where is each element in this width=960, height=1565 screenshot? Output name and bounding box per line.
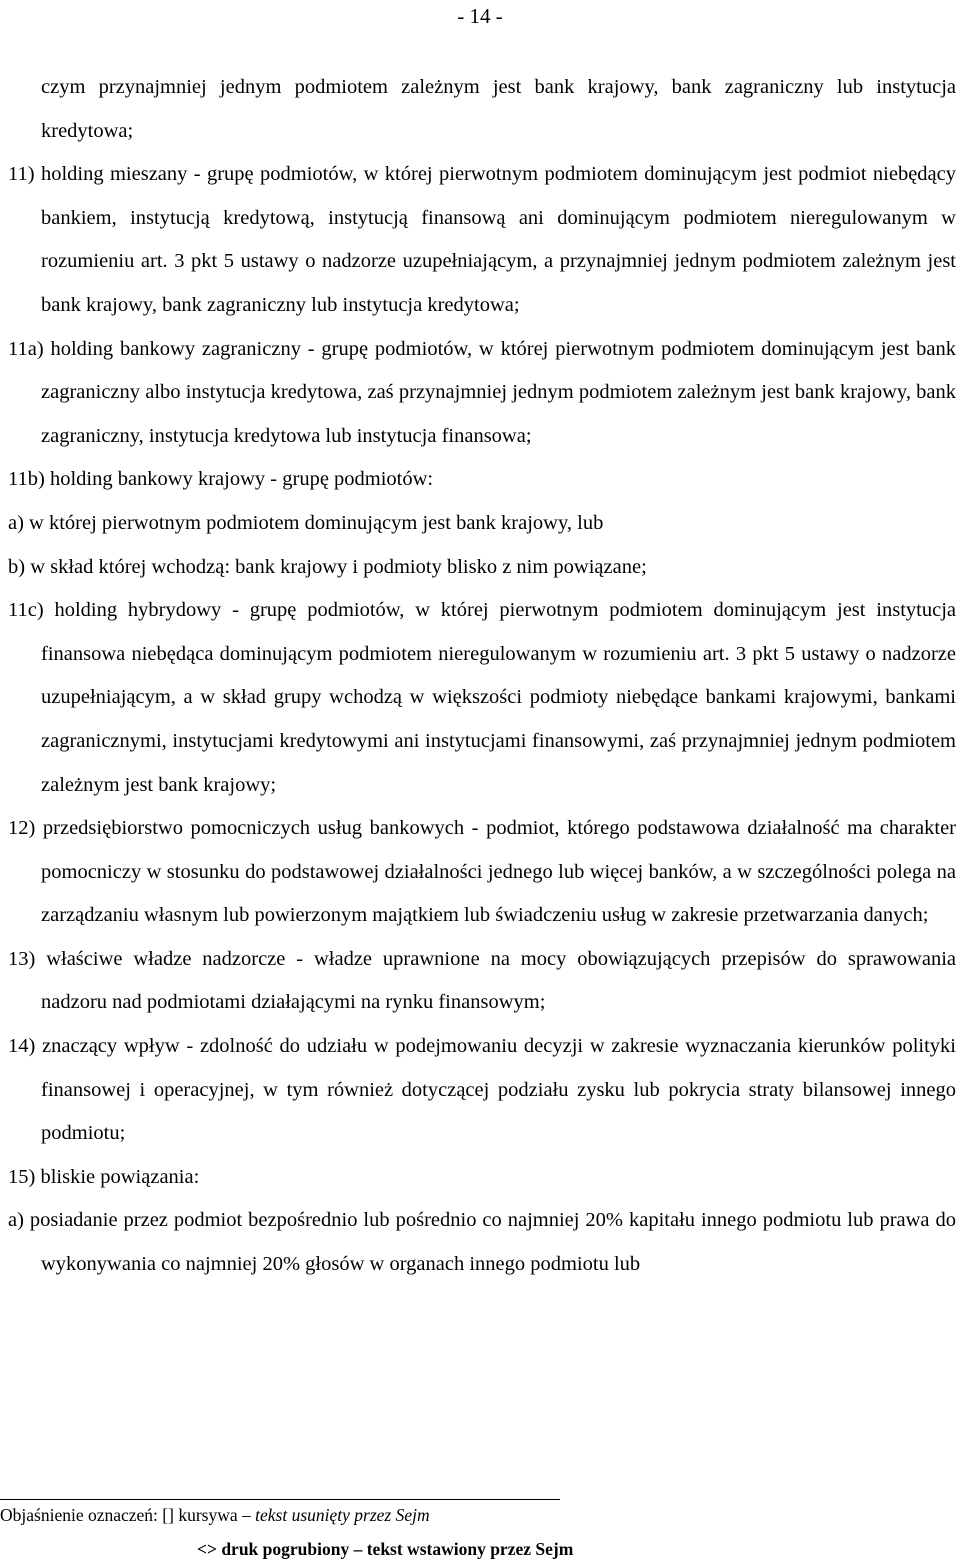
page-number: - 14 -: [457, 4, 503, 28]
footer-divider: [0, 1499, 560, 1500]
definition-13: 13) właściwe władze nadzorcze - władze uprawnione na mocy obowiązujących przepisów do sprawowania nadzoru nad podmiotami działającymi na rynku finansowym;: [8, 947, 956, 1014]
definition-15: 15) bliskie powiązania:: [8, 1165, 200, 1188]
definition-15-point-a: a) posiadanie przez podmiot bezpośrednio lub pośrednio co najmniej 20% kapitału innego podmiotu lub prawa do wykonywania co najmniej 20% głosów w organach innego podmiotu lub: [8, 1209, 956, 1276]
definition-11b: 11b) holding bankowy krajowy - grupę podmiotów:: [8, 468, 434, 491]
footer-legend-italic-marker: [] kursywa –: [162, 1505, 256, 1525]
definition-11: 11) holding mieszany - grupę podmiotów, w której pierwotnym podmiotem dominującym jest podmiot niebędący bankiem, instytucją kredytową, instytucją finansową ani dominującym podmiotem nieregulowanym w rozumieniu art. 3 pkt 5 ustawy o nadzorze uzupełniającym, a przynajmniej jednym podmiotem zależnym jest bank krajowy, bank zagraniczny lub instytucja kredytowa;: [8, 163, 956, 316]
definition-14: 14) znaczący wpływ - zdolność do udziału w podejmowaniu decyzji w zakresie wyznaczania kierunków polityki finansowej i operacyjnej, w tym również dotyczącej podziału zysku lub pokrycia straty bilansowej innego podmiotu;: [8, 1035, 956, 1145]
definition-11b-point-b: b) w skład której wchodzą: bank krajowy i podmioty blisko z nim powiązane;: [8, 555, 647, 578]
document-body: [8, 66, 956, 1287]
definition-11b-point-a: a) w której pierwotnym podmiotem dominującym jest bank krajowy, lub: [8, 511, 604, 534]
footer-legend: [0, 1503, 430, 1527]
footer-legend-italic-text: tekst usunięty przez Sejm: [255, 1505, 430, 1525]
definition-11c: 11c) holding hybrydowy - grupę podmiotów, w której pierwotnym podmiotem dominującym jest instytucja finansowa niebędąca dominującym podmiotem nieregulowanym w rozumieniu art. 3 pkt 5 ustawy o nadzorze uzupełniającym, a w skład grupy wchodzą w większości podmioty niebędące bankami krajowymi, bankami zagranicznymi, instytucjami kredytowymi ani instytucjami finansowymi, zaś przynajmniej jednym podmiotem zależnym jest bank krajowy;: [8, 599, 956, 796]
paragraph-continuation: czym przynajmniej jednym podmiotem zależnym jest bank krajowy, bank zagraniczny lub instytucja kredytowa;: [41, 76, 956, 142]
footer-legend-bold: <> druk pogrubiony – tekst wstawiony przez Sejm: [197, 1539, 574, 1559]
definition-11a: 11a) holding bankowy zagraniczny - grupę podmiotów, w której pierwotnym podmiotem dominującym jest bank zagraniczny albo instytucja kredytowa, zaś przynajmniej jednym podmiotem zależnym jest bank krajowy, bank zagraniczny, instytucja kredytowa lub instytucja finansowa;: [8, 337, 956, 447]
definition-12: 12) przedsiębiorstwo pomocniczych usług bankowych - podmiot, którego podstawowa działalność ma charakter pomocniczy w stosunku do podstawowej działalności jednego lub więcej banków, a w szczególności polega na zarządzaniu własnym lub powierzonym majątkiem lub świadczeniu usług w zakresie przetwarzania danych;: [8, 817, 956, 927]
footer-legend-label: Objaśnienie oznaczeń:: [0, 1505, 158, 1525]
